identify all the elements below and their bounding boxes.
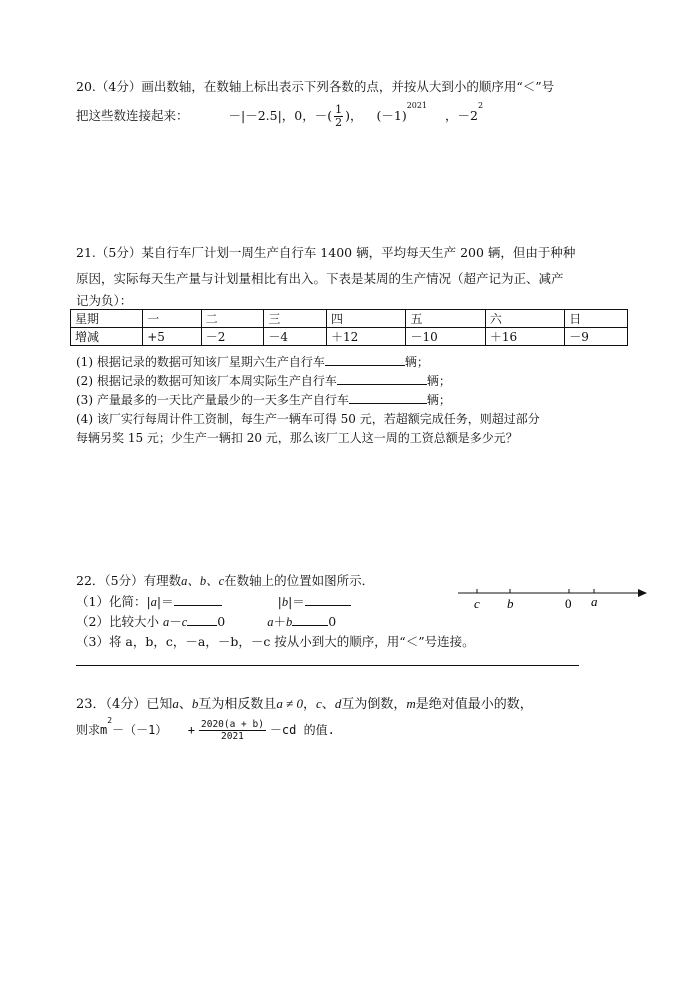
axis-label-c: c bbox=[474, 596, 480, 611]
table-cell: 四 bbox=[327, 310, 406, 328]
q21-sub3 bbox=[76, 391, 451, 408]
production-table bbox=[70, 309, 628, 346]
q21-sub2-unit: 辆； bbox=[426, 374, 451, 388]
q20-numbers-b: )， bbox=[345, 108, 363, 123]
q23-plus: + bbox=[187, 723, 195, 737]
q22-intro-end: 在数轴上的位置如图所示． bbox=[224, 573, 375, 588]
q23-var-b: b bbox=[191, 696, 199, 711]
answer-blank[interactable] bbox=[325, 353, 405, 366]
q23-line2 bbox=[76, 716, 335, 742]
q20-power-exp: 2021 bbox=[406, 101, 428, 110]
table-cell: 一 bbox=[143, 310, 201, 328]
q22-intro: 22．（5分）有理数 bbox=[76, 573, 182, 588]
q23-var-d: d bbox=[334, 696, 342, 711]
answer-blank[interactable] bbox=[337, 372, 427, 385]
table-cell: 星期 bbox=[71, 310, 143, 328]
q21-sub3-unit: 辆； bbox=[426, 393, 451, 407]
axis-label-zero: 0 bbox=[565, 596, 572, 611]
expr-plus: ＋ bbox=[273, 614, 286, 629]
number-line bbox=[455, 582, 650, 612]
q23-expr-end: －cd 的值. bbox=[269, 723, 335, 737]
q20-frac-num: 1 bbox=[335, 103, 343, 116]
table-cell: 增减 bbox=[71, 328, 143, 346]
answer-blank[interactable] bbox=[292, 613, 328, 626]
table-cell: ＋16 bbox=[485, 328, 564, 346]
answer-blank[interactable] bbox=[349, 391, 427, 404]
q23-intro: 23．（4分）已知 bbox=[76, 697, 173, 712]
q23-var-c: c bbox=[316, 696, 322, 711]
q21-line2: 原因，实际每天生产量与计划量相比有出入。下表是某周的生产情况（超产记为正、减产 bbox=[76, 271, 564, 286]
answer-blank[interactable] bbox=[187, 613, 217, 626]
q22-sub3: （3）将 a，b，c，－a，－b，－c 按从小到大的顺序，用“＜”号连接。 bbox=[76, 634, 475, 649]
table-row bbox=[71, 328, 628, 346]
q21-sub2-text: (2) 根据记录的数据可知该厂本周实际生产自行车 bbox=[76, 374, 337, 388]
q23-sep3: 、 bbox=[321, 697, 335, 712]
expr-a2: a bbox=[267, 615, 274, 629]
table-header-row bbox=[71, 310, 628, 328]
q23-condition: a ≠ 0 bbox=[276, 696, 303, 711]
q23-text2: 互为倒数， bbox=[341, 697, 407, 712]
q23-frac-num: 2020(a + b) bbox=[201, 719, 264, 730]
expr-b: b bbox=[285, 615, 293, 629]
q23-text1: 互为相反数且 bbox=[198, 697, 277, 712]
q20-intro: 把这些数连接起来： bbox=[76, 108, 189, 123]
q21-sub2 bbox=[76, 372, 451, 389]
axis-label-b: b bbox=[507, 596, 514, 611]
axis-label-a: a bbox=[591, 594, 598, 609]
table-cell: 二 bbox=[201, 310, 264, 328]
answer-blank[interactable] bbox=[305, 593, 351, 606]
q22-sub1-text: （1）化简：| bbox=[76, 594, 151, 609]
table-cell: －4 bbox=[264, 328, 327, 346]
q23-sep1: 、 bbox=[178, 697, 192, 712]
q23-text3: 是绝对值最小的数， bbox=[415, 697, 533, 712]
table-cell: 三 bbox=[264, 310, 327, 328]
q22-sub2 bbox=[76, 612, 336, 630]
table-cell: ＋12 bbox=[327, 328, 406, 346]
q22-vars: a、b、c bbox=[181, 574, 225, 588]
q23-fraction bbox=[199, 719, 266, 742]
number-line-arrow bbox=[638, 589, 647, 597]
q23-var-a: a bbox=[172, 696, 179, 711]
q22-sub1-abs: | bbox=[277, 594, 282, 609]
q20-frac-den: 2 bbox=[335, 116, 343, 129]
q20-power-term: (－1) bbox=[376, 108, 407, 123]
q21-sub4-line2: 每辆另奖 15 元；少生产一辆扣 20 元，那么该厂工人这一周的工资总额是多少元？ bbox=[76, 431, 518, 445]
q23-expr-neg: －（－1） bbox=[112, 723, 168, 737]
expr-minus: － bbox=[169, 614, 182, 629]
q22-sub1 bbox=[76, 592, 351, 610]
expr-zero2: 0 bbox=[328, 614, 337, 629]
q23-frac-den: 2021 bbox=[221, 731, 244, 742]
answer-line[interactable] bbox=[76, 665, 579, 666]
var-b: b bbox=[281, 595, 289, 609]
table-cell: －2 bbox=[201, 328, 264, 346]
q23-m-exp: 2 bbox=[107, 716, 113, 725]
q20-fraction bbox=[334, 104, 343, 129]
expr-a: a bbox=[162, 615, 170, 629]
q20-line2 bbox=[76, 101, 484, 129]
table-cell: +5 bbox=[143, 328, 201, 346]
q21-sub1-text: (1) 根据记录的数据可知该厂星期六生产自行车 bbox=[76, 355, 325, 369]
table-cell: －10 bbox=[406, 328, 485, 346]
q23-expr-start: 则求m bbox=[76, 723, 108, 737]
q20-square-term: ，－2 bbox=[445, 108, 478, 123]
expr-zero: 0 bbox=[217, 614, 226, 629]
var-a: a bbox=[150, 595, 157, 609]
q20-numbers-a: －|－2.5|，0，－( bbox=[228, 108, 333, 123]
q21-sub3-text: (3) 产量最多的一天比产量最少的一天多生产自行车 bbox=[76, 393, 349, 407]
q23-var-m: m bbox=[406, 696, 416, 711]
q22-line1 bbox=[76, 571, 374, 589]
q21-line1: 21.（5分）某自行车厂计划一周生产自行车 1400 辆，平均每天生产 200 辆，但由于种种 bbox=[76, 245, 576, 260]
q23-line1 bbox=[76, 693, 533, 712]
expr-c: c bbox=[181, 615, 188, 629]
q22-sub2-text: （2）比较大小 bbox=[76, 614, 159, 629]
table-cell: 五 bbox=[406, 310, 485, 328]
table-cell: 六 bbox=[485, 310, 564, 328]
q22-sub1-eq: |＝ bbox=[156, 594, 174, 609]
q21-sub1 bbox=[76, 353, 429, 370]
q23-sep2: ， bbox=[303, 697, 317, 712]
table-cell: －9 bbox=[565, 328, 628, 346]
q21-line3: 记为负）： bbox=[76, 293, 133, 308]
q21-sub1-unit: 辆； bbox=[404, 355, 429, 369]
q20-square-exp: 2 bbox=[477, 101, 484, 110]
table-cell: 日 bbox=[565, 310, 628, 328]
q22-sub1-eq2: |＝ bbox=[288, 594, 305, 609]
answer-blank[interactable] bbox=[174, 593, 222, 606]
q20-line1: 20.（4分）画出数轴，在数轴上标出表示下列各数的点，并按从大到小的顺序用“＜”号 bbox=[76, 79, 555, 94]
q21-sub4-line1: (4) 该厂实行每周计件工资制，每生产一辆车可得 50 元，若超额完成任务，则超过部分 bbox=[76, 412, 540, 426]
